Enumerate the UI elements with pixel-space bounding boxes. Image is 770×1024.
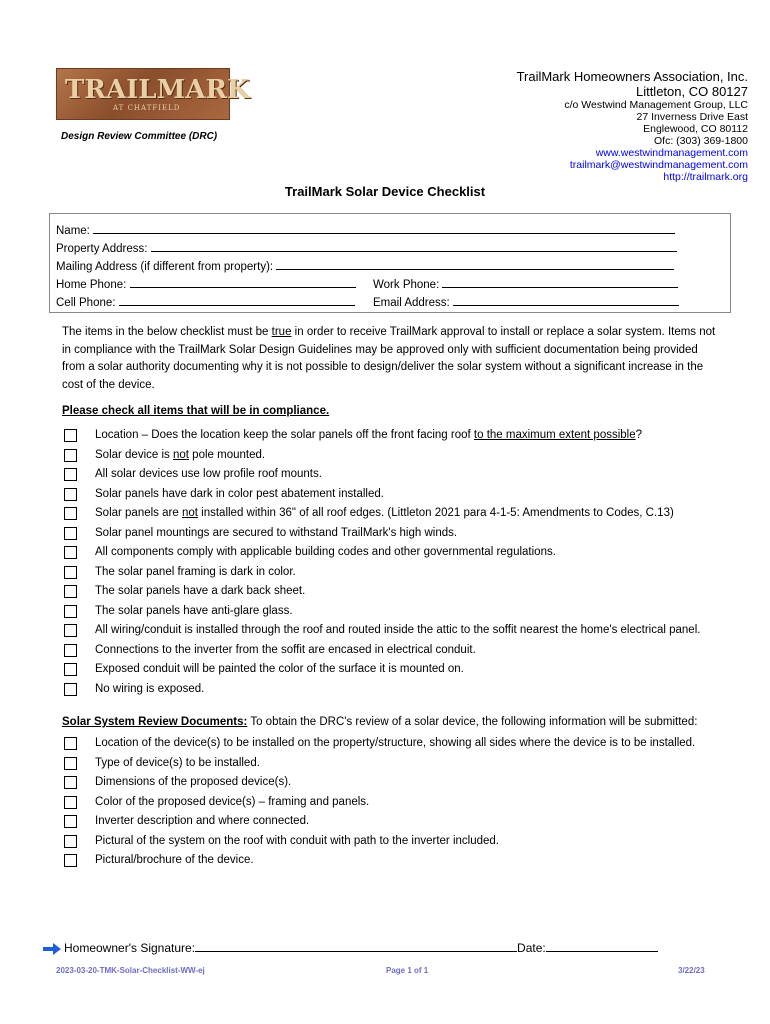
city: Englewood, CO 80112 xyxy=(643,123,748,135)
org-block xyxy=(517,69,748,99)
mailing-address-row xyxy=(56,258,674,274)
care-of: c/o Westwind Management Group, LLC xyxy=(564,99,748,111)
property-address-field[interactable] xyxy=(151,240,677,252)
logo-subtext: AT CHATFIELD xyxy=(113,104,181,112)
checkbox[interactable] xyxy=(64,605,77,618)
cell-phone-field[interactable] xyxy=(119,294,355,306)
checkbox[interactable] xyxy=(64,429,77,442)
street: 27 Inverness Drive East xyxy=(636,111,748,123)
name-row xyxy=(56,222,675,238)
page-title: TrailMark Solar Device Checklist xyxy=(284,184,486,199)
arrow-right-icon xyxy=(42,942,62,956)
org-name: TrailMark Homeowners Association, Inc. xyxy=(516,69,748,84)
property-address-label: Property Address: xyxy=(56,243,148,255)
cell-phone-label: Cell Phone: xyxy=(56,297,116,309)
cell-phone-row xyxy=(56,294,355,310)
checkbox[interactable] xyxy=(64,776,77,789)
email-link[interactable]: trailmark@westwindmanagement.com xyxy=(569,159,748,171)
office-phone: Ofc: (303) 369-1800 xyxy=(654,135,748,147)
checkbox[interactable] xyxy=(64,796,77,809)
checkbox[interactable] xyxy=(64,835,77,848)
checkbox[interactable] xyxy=(64,815,77,828)
address-block xyxy=(564,99,748,183)
intro-text-2: in order to receive TrailMark approval to install or replace a solar system. Items not in compliance with the TrailMark Solar Design Guidelines may be approved only with sufficient documentation being provided from a solar authority documenting why it is not possible to design/deliver the solar system without a significant increase in the cost of the device. xyxy=(62,326,716,391)
checkbox[interactable] xyxy=(64,546,77,559)
checkbox[interactable] xyxy=(64,527,77,540)
checkbox[interactable] xyxy=(64,507,77,520)
email-address-row xyxy=(373,294,679,310)
signature-field[interactable] xyxy=(195,938,517,952)
checkbox[interactable] xyxy=(64,757,77,770)
work-phone-label: Work Phone: xyxy=(373,279,440,291)
date-field[interactable] xyxy=(546,938,658,952)
checkbox[interactable] xyxy=(64,624,77,637)
email-address-label: Email Address: xyxy=(373,297,450,309)
home-phone-label: Home Phone: xyxy=(56,279,127,291)
checkbox[interactable] xyxy=(64,488,77,501)
website-link[interactable]: www.westwindmanagement.com xyxy=(595,147,748,159)
intro-text-1: The items in the below checklist must be xyxy=(62,326,272,338)
footer-date: 3/22/23 xyxy=(678,966,705,975)
checkbox[interactable] xyxy=(64,585,77,598)
intro-paragraph xyxy=(62,324,722,394)
work-phone-row xyxy=(373,276,678,292)
email-address-field[interactable] xyxy=(453,294,679,306)
checkbox[interactable] xyxy=(64,663,77,676)
checkbox[interactable] xyxy=(64,468,77,481)
owner-info-box xyxy=(49,213,731,313)
property-address-row xyxy=(56,240,677,256)
signature-label: Homeowner's Signature: xyxy=(64,941,196,955)
checkbox[interactable] xyxy=(64,737,77,750)
logo-text: TRAILMARK xyxy=(65,75,250,105)
checkbox[interactable] xyxy=(64,854,77,867)
signature-row xyxy=(42,938,658,956)
home-phone-row xyxy=(56,276,356,292)
work-phone-field[interactable] xyxy=(442,276,678,288)
checkbox[interactable] xyxy=(64,644,77,657)
mailing-address-field[interactable] xyxy=(276,258,674,270)
url-link[interactable]: http://trailmark.org xyxy=(663,171,748,183)
footer-page-number: Page 1 of 1 xyxy=(386,966,429,975)
name-label: Name: xyxy=(56,225,90,237)
trailmark-logo xyxy=(56,68,250,120)
date-label: Date: xyxy=(517,941,546,955)
committee-name: Design Review Committee (DRC) xyxy=(61,131,218,142)
footer-doc-id: 2023-03-20-TMK-Solar-Checklist-WW-ej xyxy=(56,966,205,975)
documents-header: Solar System Review Documents: To obtain the DRC's review of a solar device, the following information will be submitted: xyxy=(62,716,698,728)
mailing-address-label: Mailing Address (if different from property): xyxy=(56,261,274,273)
checkbox[interactable] xyxy=(64,449,77,462)
intro-true: true xyxy=(271,326,292,338)
checklist-header: Please check all items that will be in compliance. xyxy=(62,405,330,417)
checkbox[interactable] xyxy=(64,566,77,579)
home-phone-field[interactable] xyxy=(130,276,356,288)
name-field[interactable] xyxy=(93,222,675,234)
checkbox[interactable] xyxy=(64,683,77,696)
org-city: Littleton, CO 80127 xyxy=(635,84,748,99)
